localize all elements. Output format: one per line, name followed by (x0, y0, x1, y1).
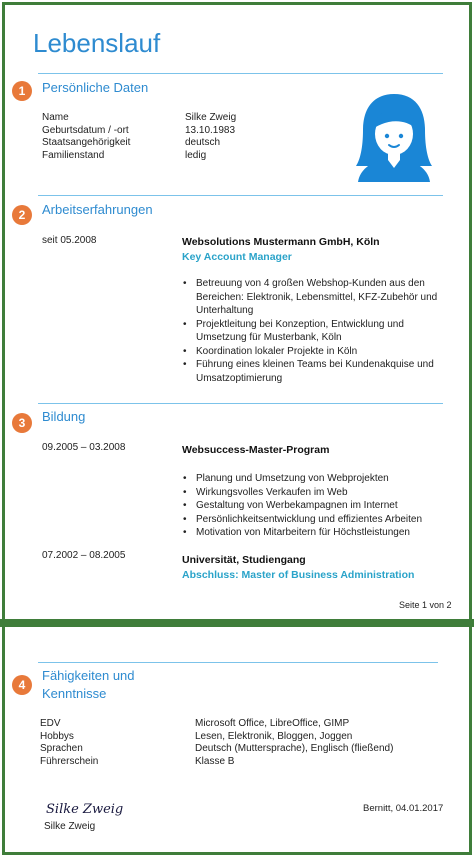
education-date: 09.2005 – 03.2008 (42, 442, 126, 453)
section-rule (38, 662, 438, 663)
section-title-personal: Persönliche Daten (42, 80, 149, 95)
document-title: Lebenslauf (33, 28, 161, 58)
section-number-badge: 3 (12, 413, 32, 433)
skill-label: Hobbys (40, 730, 74, 742)
list-item: • Führung eines kleinen Teams bei Kundenakquise und Umsatzoptimierung (181, 358, 441, 385)
section-rule (38, 73, 443, 74)
personal-label: Staatsangehörigkeit (42, 137, 131, 148)
section-title-skills-line2: Kenntnisse (42, 686, 107, 701)
personal-label: Geburtsdatum / -ort (42, 124, 129, 136)
personal-value: deutsch (185, 137, 221, 148)
skill-label: Sprachen (40, 743, 83, 754)
skill-label: EDV (40, 718, 61, 729)
section-number-badge: 4 (12, 675, 32, 695)
skill-value: Klasse B (195, 755, 235, 767)
work-date: seit 05.2008 (42, 235, 97, 246)
skills-table (40, 718, 410, 768)
work-bullet-list (181, 277, 441, 385)
list-item: • Projektleitung bei Konzeption, Entwicklung und Umsetzung für Musterbank, Köln (181, 318, 441, 345)
handwritten-signature: Silke Zweig (46, 802, 124, 817)
skill-value: Lesen, Elektronik, Bloggen, Joggen (195, 730, 353, 742)
list-item: • Wirkungsvolles Verkaufen im Web (181, 486, 441, 500)
section-number-badge: 2 (12, 205, 32, 225)
list-item: • Planung und Umsetzung von Webprojekten (181, 472, 441, 486)
work-company: Websolutions Mustermann GmbH, Köln (182, 236, 380, 248)
page-break (0, 619, 474, 627)
personal-value: 13.10.1983 (185, 124, 236, 136)
skill-value: Microsoft Office, LibreOffice, GIMP (195, 718, 350, 729)
personal-value: Silke Zweig (185, 112, 237, 123)
list-item: • Betreuung von 4 großen Webshop-Kunden aus den Bereichen: Elektronik, Lebensmittel, KFZ-Zubehör und Unterhaltung (181, 277, 441, 318)
education-institution: Universität, Studiengang (182, 554, 306, 566)
personal-label: Name (42, 112, 69, 123)
page-number: Seite 1 von 2 (399, 600, 452, 610)
list-item: • Koordination lokaler Projekte in Köln (181, 345, 441, 359)
section-title-skills-line1: Fähigkeiten und (42, 668, 135, 683)
education-degree: Abschluss: Master of Business Administration (182, 569, 415, 581)
female-user-avatar-icon (352, 90, 436, 182)
list-item: • Gestaltung von Werbekampagnen im Internet (181, 499, 441, 513)
skill-value: Deutsch (Muttersprache), Englisch (fließend) (195, 743, 394, 754)
place-date: Bernitt, 04.01.2017 (363, 803, 444, 814)
skill-label: Führerschein (40, 755, 99, 767)
section-rule (38, 403, 443, 404)
list-item: • Motivation von Mitarbeitern für Höchstleistungen (181, 526, 441, 540)
personal-value: ledig (185, 149, 207, 161)
education-institution: Websuccess-Master-Program (182, 444, 330, 456)
section-number-badge: 1 (12, 81, 32, 101)
work-role: Key Account Manager (182, 251, 292, 263)
section-title-work: Arbeitserfahrungen (42, 202, 153, 217)
education-bullet-list (181, 472, 441, 540)
personal-label: Familienstand (42, 149, 105, 161)
signature-name: Silke Zweig (44, 821, 96, 832)
section-title-education: Bildung (42, 409, 86, 424)
list-item: • Persönlichkeitsentwicklung und effizientes Arbeiten (181, 513, 441, 527)
section-rule (38, 195, 443, 196)
education-date: 07.2002 – 08.2005 (42, 550, 126, 561)
personal-data-table (42, 112, 332, 162)
